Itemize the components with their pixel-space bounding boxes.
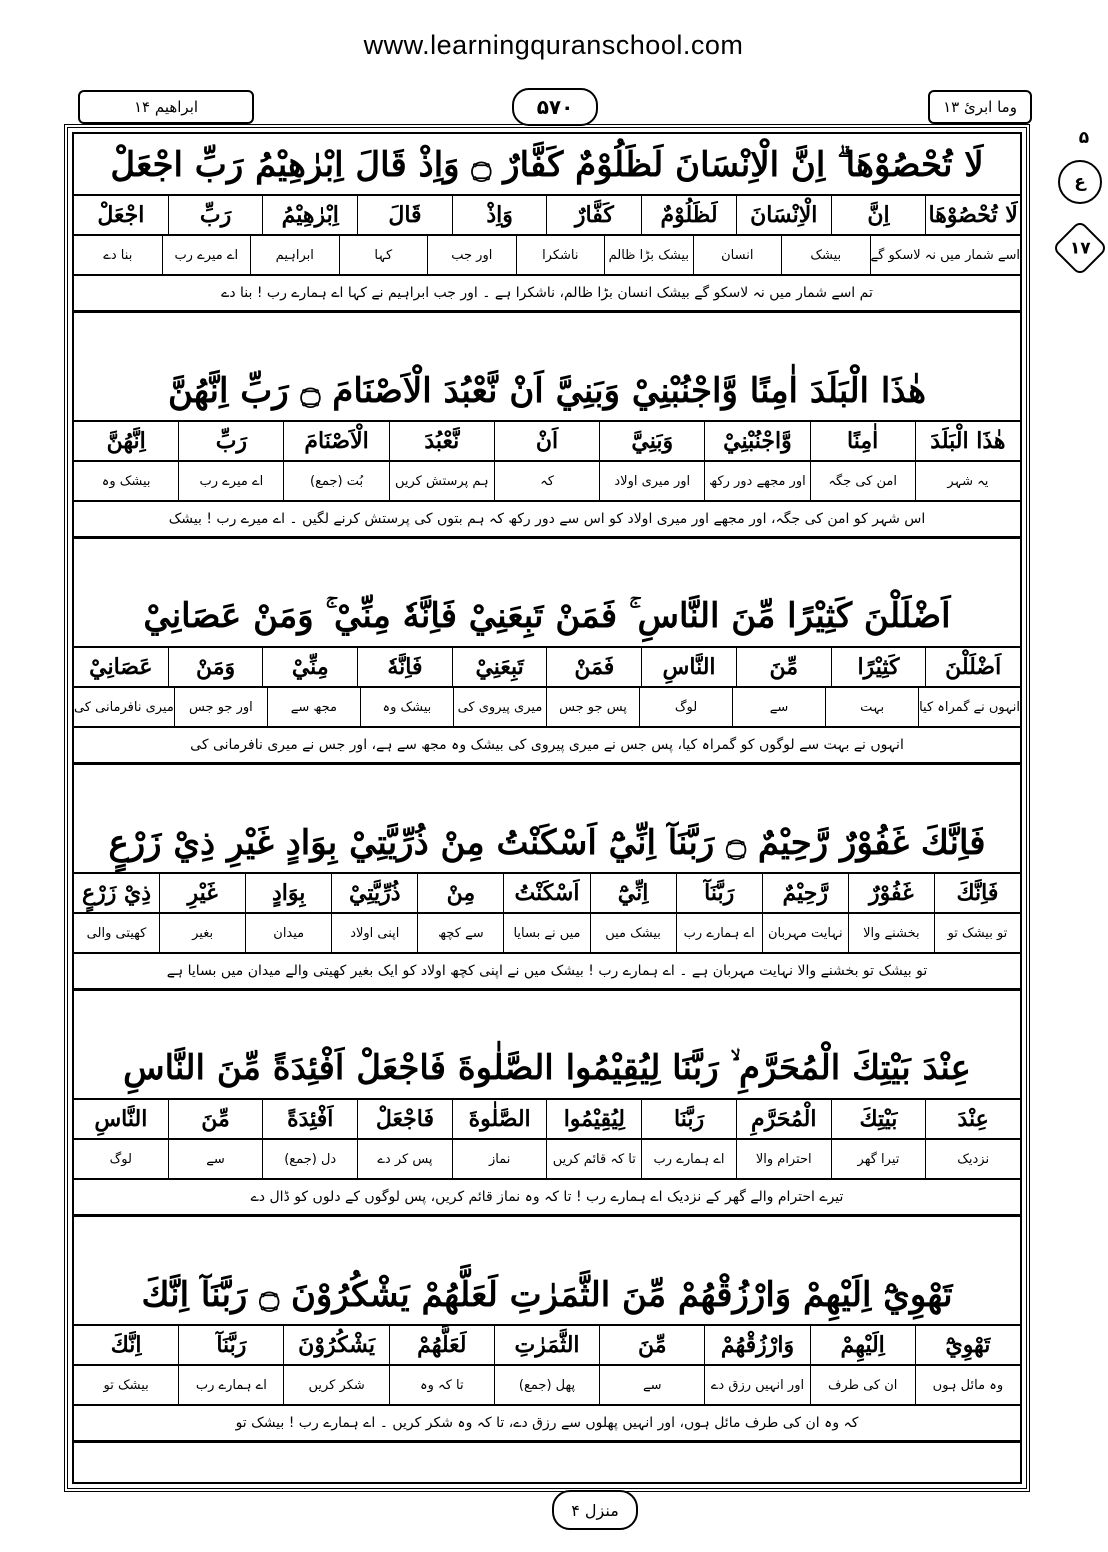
meaning-cell: نزدیک xyxy=(925,1140,1020,1178)
word-cell: اِنَّكَ xyxy=(110,1332,142,1358)
word-cell: لَعَلَّهُمْ xyxy=(389,1326,494,1364)
meaning-cell: پس جو جس xyxy=(546,688,639,726)
meaning-cell: وہ مائل ہوں xyxy=(915,1366,1020,1404)
meaning-cell: سے xyxy=(168,1140,263,1178)
word-cell: النَّاسِ xyxy=(94,1106,148,1132)
meaning-cell: ہم پرستش کریں xyxy=(389,462,494,500)
meaning-cell: اور میری اولاد xyxy=(599,462,704,500)
translation-line: تم اسے شمار میں نہ لاسکو گے بیشک انسان بڑا ظالم، ناشکرا ہے ۔ اور جب ابراہیم نے کہا اے ہمارے رب ! بنا دے xyxy=(74,274,1020,313)
word-row xyxy=(74,420,1020,460)
meaning-cell: احترام والا xyxy=(736,1140,831,1178)
word-cell: فَاِنَّهٗ xyxy=(357,648,452,686)
word-row xyxy=(74,194,1020,234)
meaning-cell: بیشک تو xyxy=(103,1377,149,1393)
word-cell: ذُرِّيَّتِيْ xyxy=(331,874,417,912)
meaning-row xyxy=(74,1138,1020,1178)
word-cell: اِبْرٰهِيْمُ xyxy=(262,196,357,234)
word-row xyxy=(74,1324,1020,1364)
side-mark-ain: ع xyxy=(1058,160,1102,204)
word-cell: وَّاجْنُبْنِيْ xyxy=(704,422,809,460)
word-cell: غَيْرِ xyxy=(159,874,245,912)
word-cell: كَفَّارٌ xyxy=(546,196,641,234)
word-cell: اجْعَلْ xyxy=(97,202,145,228)
side-mark-ruku-count-label: ۱۷ xyxy=(1069,237,1091,258)
word-cell: مِنِّيْ xyxy=(262,648,357,686)
para-label: وما ابرئ ۱۳ xyxy=(928,90,1032,124)
word-cell: يَشْكُرُوْنَ xyxy=(283,1326,388,1364)
word-cell: لَظَلُوْمٌ xyxy=(641,196,736,234)
word-cell: ذِيْ زَرْعٍ xyxy=(81,880,152,906)
word-cell: بَيْتِكَ xyxy=(831,1100,926,1138)
meaning-cell: بغیر xyxy=(159,914,245,952)
meaning-cell: میدان xyxy=(245,914,331,952)
meaning-cell: تو بیشک تو xyxy=(934,914,1020,952)
page-number: ۵۷۰ xyxy=(512,88,598,126)
meaning-cell: میری پیروی کی xyxy=(453,688,546,726)
word-cell: هٰذَا الْبَلَدَ xyxy=(915,422,1020,460)
side-mark-ruku-count xyxy=(1052,220,1108,277)
meaning-cell: سے xyxy=(599,1366,704,1404)
word-cell: وَمَنْ xyxy=(168,648,263,686)
word-cell: نَّعْبُدَ xyxy=(389,422,494,460)
word-row xyxy=(74,646,1020,686)
meaning-cell: اسے شمار میں نہ لاسکو گے xyxy=(870,236,1020,274)
word-cell: تَهْوِيْٓ xyxy=(915,1326,1020,1364)
ayah-block xyxy=(74,586,1020,812)
meaning-cell: شکر کریں xyxy=(283,1366,388,1404)
word-cell: اٰمِنًا xyxy=(810,422,915,460)
word-cell: مِّنَ xyxy=(168,1100,263,1138)
meaning-cell: اے ہمارے رب xyxy=(641,1140,736,1178)
meaning-cell: لوگ xyxy=(639,688,732,726)
ayah-text: عِنْدَ بَيْتِكَ الْمُحَرَّمِ ۙ رَبَّنَا لِيُقِيْمُوا الصَّلٰوةَ فَاجْعَلْ اَفْئِدَةً مِّنَ النَّاسِ xyxy=(123,1048,971,1088)
meaning-cell: کہا xyxy=(339,236,428,274)
ayah-block xyxy=(74,134,1020,360)
page-content xyxy=(72,132,1022,1484)
meaning-cell: امن کی جگہ xyxy=(810,462,915,500)
meaning-cell: سے xyxy=(732,688,825,726)
meaning-row xyxy=(74,912,1020,952)
word-cell: تَبِعَنِيْ xyxy=(452,648,547,686)
meaning-cell: پھل (جمع) xyxy=(494,1366,599,1404)
meaning-cell: بہت xyxy=(825,688,918,726)
word-cell: اَفْئِدَةً xyxy=(262,1100,357,1138)
meaning-cell: یہ شہر xyxy=(915,462,1020,500)
meaning-row xyxy=(74,460,1020,500)
ayah-block xyxy=(74,1038,1020,1264)
word-cell: فَمَنْ xyxy=(546,648,641,686)
ayah-text: اَضْلَلْنَ كَثِيْرًا مِّنَ النَّاسِ ۚ فَمَنْ تَبِعَنِيْ فَاِنَّهٗ مِنِّيْ ۚ وَمَنْ عَصَانِيْ xyxy=(143,596,951,636)
meaning-cell: کہ xyxy=(494,462,599,500)
word-cell: اِلَيْهِمْ xyxy=(810,1326,915,1364)
word-cell: لِيُقِيْمُوا xyxy=(546,1100,641,1138)
translation-line: تیرے احترام والے گھر کے نزدیک اے ہمارے رب ! تا کہ وہ نماز قائم کریں، پس لوگوں کے دلوں کو ڈال دے xyxy=(74,1178,1020,1217)
word-cell: اَسْكَنْتُ xyxy=(503,874,589,912)
word-cell: فَاجْعَلْ xyxy=(357,1100,452,1138)
word-cell: غَفُوْرٌ xyxy=(848,874,934,912)
word-row xyxy=(74,1098,1020,1138)
word-cell: النَّاسِ xyxy=(641,648,736,686)
meaning-row xyxy=(74,686,1020,726)
word-cell: وَاِذْ xyxy=(452,196,547,234)
manzil-label: منزل ۴ xyxy=(552,1490,638,1530)
word-cell: الثَّمَرٰتِ xyxy=(494,1326,599,1364)
meaning-cell: بیشک بڑا ظالم xyxy=(604,236,693,274)
page-frame xyxy=(64,124,1030,1492)
translation-line: انہوں نے بہت سے لوگوں کو گمراہ کیا، پس جس نے میری پیروی کی بیشک وہ مجھ سے ہے، اور جس نے میری نافرمانی کی xyxy=(74,726,1020,765)
ayah-block xyxy=(74,812,1020,1038)
meaning-row xyxy=(74,234,1020,274)
word-cell: رَبِّ xyxy=(168,196,263,234)
meaning-cell: نماز xyxy=(452,1140,547,1178)
ayah-text: هٰذَا الْبَلَدَ اٰمِنًا وَّاجْنُبْنِيْ وَبَنِيَّ اَنْ نَّعْبُدَ الْاَصْنَامَ ۝ رَبِّ اِنَّهُنَّ xyxy=(167,370,927,411)
word-cell: الْمُحَرَّمِ xyxy=(736,1100,831,1138)
meaning-cell: ناشکرا xyxy=(516,236,605,274)
meaning-cell: کھیتی والی xyxy=(86,925,147,941)
meaning-cell: بیشک وہ xyxy=(101,473,151,489)
ayah-block xyxy=(74,360,1020,586)
word-cell: رَبَّنَآ xyxy=(676,874,762,912)
word-cell: رَبَّنَا xyxy=(641,1100,736,1138)
meaning-cell: بنا دے xyxy=(103,247,133,263)
meaning-cell: پس کر دے xyxy=(357,1140,452,1178)
meaning-cell: اور جب xyxy=(427,236,516,274)
word-cell: اَضْلَلْنَ xyxy=(925,648,1020,686)
meaning-cell: نہایت مہربان xyxy=(762,914,848,952)
word-cell: قَالَ xyxy=(357,196,452,234)
word-cell: اِنَّ xyxy=(831,196,926,234)
word-cell: وَارْزُقْهُمْ xyxy=(704,1326,809,1364)
translation-line: تو بیشک تو بخشنے والا نہایت مہربان ہے ۔ اے ہمارے رب ! بیشک میں نے اپنی کچھ اولاد کو ایک بغیر کھیتی والے میدان میں بسایا ہے xyxy=(74,952,1020,991)
word-cell: مِنْ xyxy=(417,874,503,912)
word-row xyxy=(74,872,1020,912)
meaning-cell: اے میرے رب xyxy=(162,236,251,274)
meaning-cell: انسان xyxy=(693,236,782,274)
meaning-cell: اپنی اولاد xyxy=(331,914,417,952)
word-cell: الْاِنْسَانَ xyxy=(736,196,831,234)
meaning-cell: اے ہمارے رب xyxy=(178,1366,283,1404)
ayah-text: تَهْوِيْٓ اِلَيْهِمْ وَارْزُقْهُمْ مِّنَ الثَّمَرٰتِ لَعَلَّهُمْ يَشْكُرُوْنَ ۝ رَبَّنَآ اِنَّكَ xyxy=(141,1274,953,1315)
meaning-cell: تا کہ وہ xyxy=(389,1366,494,1404)
word-cell: الْاَصْنَامَ xyxy=(283,422,388,460)
word-cell: الصَّلٰوةَ xyxy=(452,1100,547,1138)
meaning-cell: میں نے بسایا xyxy=(503,914,589,952)
meaning-cell: سے کچھ xyxy=(417,914,503,952)
translation-line: کہ وہ ان کی طرف مائل ہوں، اور انہیں پھلوں سے رزق دے، تا کہ وہ شکر کریں ۔ اے ہمارے رب ! بیشک تو xyxy=(74,1404,1020,1443)
meaning-cell: دل (جمع) xyxy=(262,1140,357,1178)
meaning-cell: بُت (جمع) xyxy=(283,462,388,500)
meaning-cell: انہوں نے گمراہ کیا xyxy=(918,688,1020,726)
word-cell: اِنَّهُنَّ xyxy=(106,428,146,454)
ayah-text: لَا تُحْصُوْهَا ۗ اِنَّ الْاِنْسَانَ لَظَلُوْمٌ كَفَّارٌ ۝ وَاِذْ قَالَ اِبْرٰهِيْمُ رَبِّ اجْعَلْ xyxy=(110,144,984,185)
meaning-cell: ابراہیم xyxy=(250,236,339,274)
word-cell: بِوَادٍ xyxy=(245,874,331,912)
meaning-cell: ان کی طرف xyxy=(810,1366,915,1404)
word-cell: رَبَّنَآ xyxy=(178,1326,283,1364)
word-cell: عَصَانِيْ xyxy=(89,654,153,680)
word-cell: كَثِيْرًا xyxy=(831,648,926,686)
word-cell: فَاِنَّكَ xyxy=(934,874,1020,912)
meaning-cell: بخشنے والا xyxy=(848,914,934,952)
meaning-cell: اے میرے رب xyxy=(178,462,283,500)
meaning-cell: اور مجھے دور رکھ xyxy=(704,462,809,500)
meaning-cell: اے ہمارے رب xyxy=(676,914,762,952)
meaning-cell: بیشک میں xyxy=(590,914,676,952)
word-cell: رَّحِيْمٌ xyxy=(762,874,848,912)
word-cell: اَنْ xyxy=(494,422,599,460)
word-cell: مِّنَ xyxy=(736,648,831,686)
meaning-cell: اور جو جس xyxy=(174,688,267,726)
word-cell: مِّنَ xyxy=(599,1326,704,1364)
meaning-cell: تیرا گھر xyxy=(831,1140,926,1178)
meaning-cell: بیشک وہ xyxy=(360,688,453,726)
meaning-cell: تا کہ قائم کریں xyxy=(546,1140,641,1178)
word-cell: لَا تُحْصُوْهَا xyxy=(925,196,1020,234)
word-cell: اِنِّيْٓ xyxy=(590,874,676,912)
meaning-cell: بیشک xyxy=(781,236,870,274)
surah-label: ابراھیم ۱۴ xyxy=(78,90,254,124)
word-cell: رَبِّ xyxy=(178,422,283,460)
word-cell: عِنْدَ xyxy=(925,1100,1020,1138)
ayah-text: فَاِنَّكَ غَفُوْرٌ رَّحِيْمٌ ۝ رَبَّنَآ اِنِّيْٓ اَسْكَنْتُ مِنْ ذُرِّيَّتِيْ بِوَادٍ غَيْرِ ذِيْ زَرْعٍ xyxy=(108,822,986,863)
site-url: www.learningquranschool.com xyxy=(363,30,744,60)
word-cell: وَبَنِيَّ xyxy=(599,422,704,460)
meaning-cell: لوگ xyxy=(109,1151,132,1167)
meaning-cell: اور انہیں رزق دے xyxy=(704,1366,809,1404)
side-mark-ruku-number: ۵ xyxy=(1078,128,1090,148)
meaning-cell: میری نافرمانی کی xyxy=(73,699,174,715)
ayah-block xyxy=(74,1264,1020,1490)
translation-line: اس شہر کو امن کی جگہ، اور مجھے اور میری اولاد کو اس سے دور رکھ کہ ہم بتوں کی پرستش کرنے لگیں ۔ اے میرے رب ! بیشک xyxy=(74,500,1020,539)
meaning-cell: مجھ سے xyxy=(267,688,360,726)
meaning-row xyxy=(74,1364,1020,1404)
